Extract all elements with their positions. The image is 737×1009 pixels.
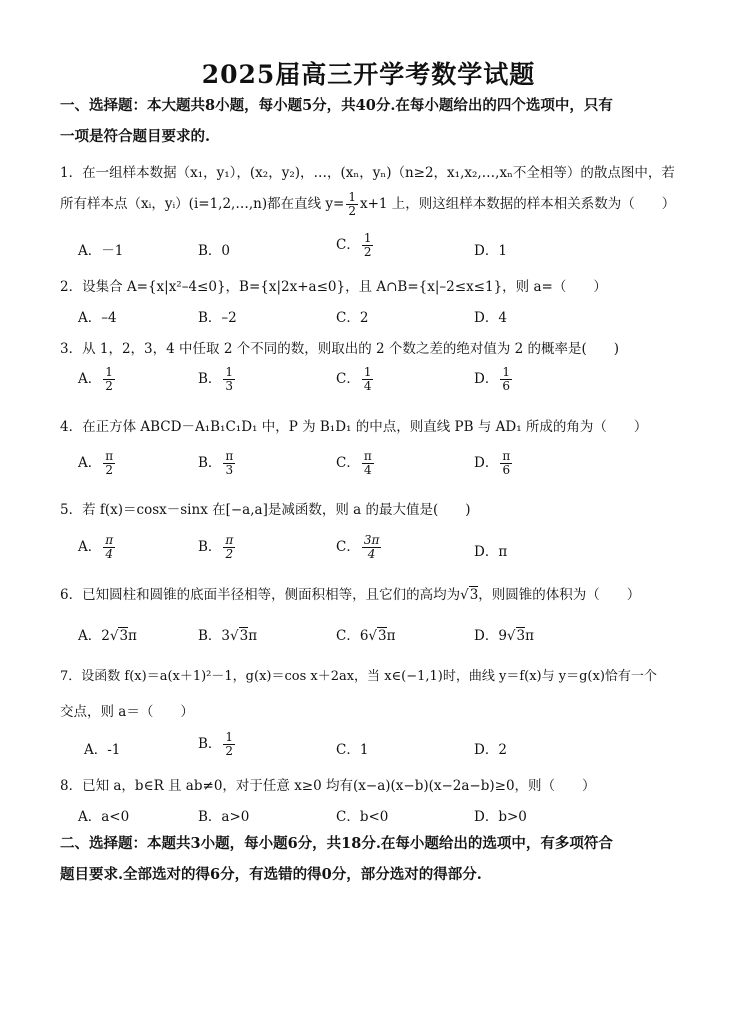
q1-optc-den: 2 bbox=[363, 245, 372, 259]
q1-optc-num: 1 bbox=[363, 231, 372, 245]
q2-option-d: D．4 bbox=[474, 310, 507, 326]
q2-option-a: A．–4 bbox=[78, 310, 117, 326]
q6-option-a: A．2√3π bbox=[78, 628, 137, 644]
exam-title: 2025届高三开学考数学试题 bbox=[201, 60, 536, 89]
q7-option-c: C．1 bbox=[336, 742, 369, 758]
section2-header bbox=[60, 828, 685, 890]
q6-option-b: B．3√3π bbox=[198, 628, 258, 644]
q1-option-c bbox=[336, 232, 375, 259]
section1-line1: 一、选择题：本大题共8小题，每小题5分，共40分.在每小题给出的四个选项中，只有 bbox=[60, 97, 613, 114]
q8-option-a: A．a<0 bbox=[78, 809, 130, 825]
q5-option-a: A． $\frac{\pi}{4}$ bbox=[78, 533, 114, 561]
section1-line2: 一项是符合题目要求的. bbox=[60, 128, 211, 145]
q1-line2 bbox=[60, 191, 690, 218]
q3-option-c: C． $\frac{1}{4}$ bbox=[336, 365, 372, 393]
q1-fraction bbox=[346, 191, 358, 218]
q8-option-d: D．b>0 bbox=[474, 809, 527, 825]
q7-line2: 交点，则 a＝（ ） bbox=[60, 704, 194, 720]
q7-line1: 7．设函数 f(x)＝a(x＋1)²－1，g(x)＝cos x＋2ax，当 x∈(−1,1)时，曲线 y＝f(x)与 y＝g(x)恰有一个 bbox=[60, 669, 657, 684]
q3-text: 3．从 1，2，3，4 中任取 2 个不同的数，则取出的 2 个数之差的绝对值为 2 的概率是( ) bbox=[60, 341, 620, 357]
q4-option-a: A． $\frac{\pi}{2}$ bbox=[78, 449, 114, 477]
section2-line2: 题目要求.全部选对的得6分，有选错的得0分，部分选对的得部分. bbox=[60, 866, 482, 883]
q1-option-d: D．1 bbox=[474, 243, 507, 259]
q2-option-c: C．2 bbox=[336, 310, 369, 326]
q1-option-c-label: C． bbox=[336, 237, 360, 253]
q6-text: 6．已知圆柱和圆锥的底面半径相等，侧面积相等，且它们的高均为√3，则圆锥的体积为（ ） bbox=[60, 587, 641, 603]
q2-text: 2．设集合 A={x|x²–4≤0}，B={x|2x+a≤0}，且 A∩B={x|–2≤x≤1}，则 a=（ ） bbox=[60, 279, 607, 295]
q1-line2-b: x+1 上，则这组样本数据的样本相关系数为（ ） bbox=[359, 196, 676, 212]
q5-option-c: C． $\frac{3\pi}{4}$ bbox=[336, 533, 380, 561]
q4-option-b: B． $\frac{\pi}{3}$ bbox=[198, 449, 234, 477]
q4-option-c: C． $\frac{\pi}{4}$ bbox=[336, 449, 372, 477]
q7-option-a: A．-1 bbox=[84, 742, 121, 758]
q5-option-b: B． $\frac{\pi}{2}$ bbox=[198, 533, 234, 561]
q7-option-d: D．2 bbox=[474, 742, 507, 758]
q4-text: 4．在正方体 ABCD－A₁B₁C₁D₁ 中，P 为 B₁D₁ 的中点，则直线 PB 与 AD₁ 所成的角为（ ） bbox=[60, 419, 648, 435]
q5-text: 5．若 f(x)＝cosx－sinx 在[−a,a]是减函数，则 a 的最大值是( ) bbox=[60, 502, 471, 518]
q8-option-c: C．b<0 bbox=[336, 809, 389, 825]
q4-option-d: D． $\frac{\pi}{6}$ bbox=[474, 449, 511, 477]
q8-option-b: B．a>0 bbox=[198, 809, 250, 825]
q6-option-c: C．6√3π bbox=[336, 628, 396, 644]
q6-option-d: D．9√3π bbox=[474, 628, 534, 644]
q1-option-a: A．－1 bbox=[78, 243, 124, 259]
q1-option-b: B．0 bbox=[198, 243, 231, 259]
q8-text: 8．已知 a，b∈R 且 ab≠0，对于任意 x≥0 均有(x−a)(x−b)(x−2a−b)≥0，则（ ） bbox=[60, 778, 596, 794]
q5-option-d: D．π bbox=[474, 544, 508, 560]
q1-frac-den: 2 bbox=[348, 204, 356, 218]
q3-option-b: B． $\frac{1}{3}$ bbox=[198, 365, 234, 393]
q3-option-d: D． $\frac{1}{6}$ bbox=[474, 365, 510, 393]
q7-option-b: B． $\frac{1}{2}$ bbox=[198, 730, 234, 758]
section2-line1: 二、选择题：本题共3小题，每小题6分，共18分.在每小题给出的选项中，有多项符合 bbox=[60, 835, 613, 852]
section1-header bbox=[60, 90, 685, 152]
q1-frac-num: 1 bbox=[348, 190, 356, 204]
q1-line2-a: 所有样本点（xᵢ，yᵢ）(i=1,2,…,n)都在直线 y= bbox=[60, 196, 345, 212]
q2-option-b: B．–2 bbox=[198, 310, 237, 326]
q1-option-c-frac bbox=[362, 232, 374, 259]
q3-option-a: A． $\frac{1}{2}$ bbox=[78, 365, 113, 393]
q1-line1: 1．在一组样本数据（x₁，y₁），(x₂，y₂)，…，(xₙ，yₙ)（n≥2，x₁,x₂,…,xₙ不全相等）的散点图中，若 bbox=[60, 165, 675, 181]
